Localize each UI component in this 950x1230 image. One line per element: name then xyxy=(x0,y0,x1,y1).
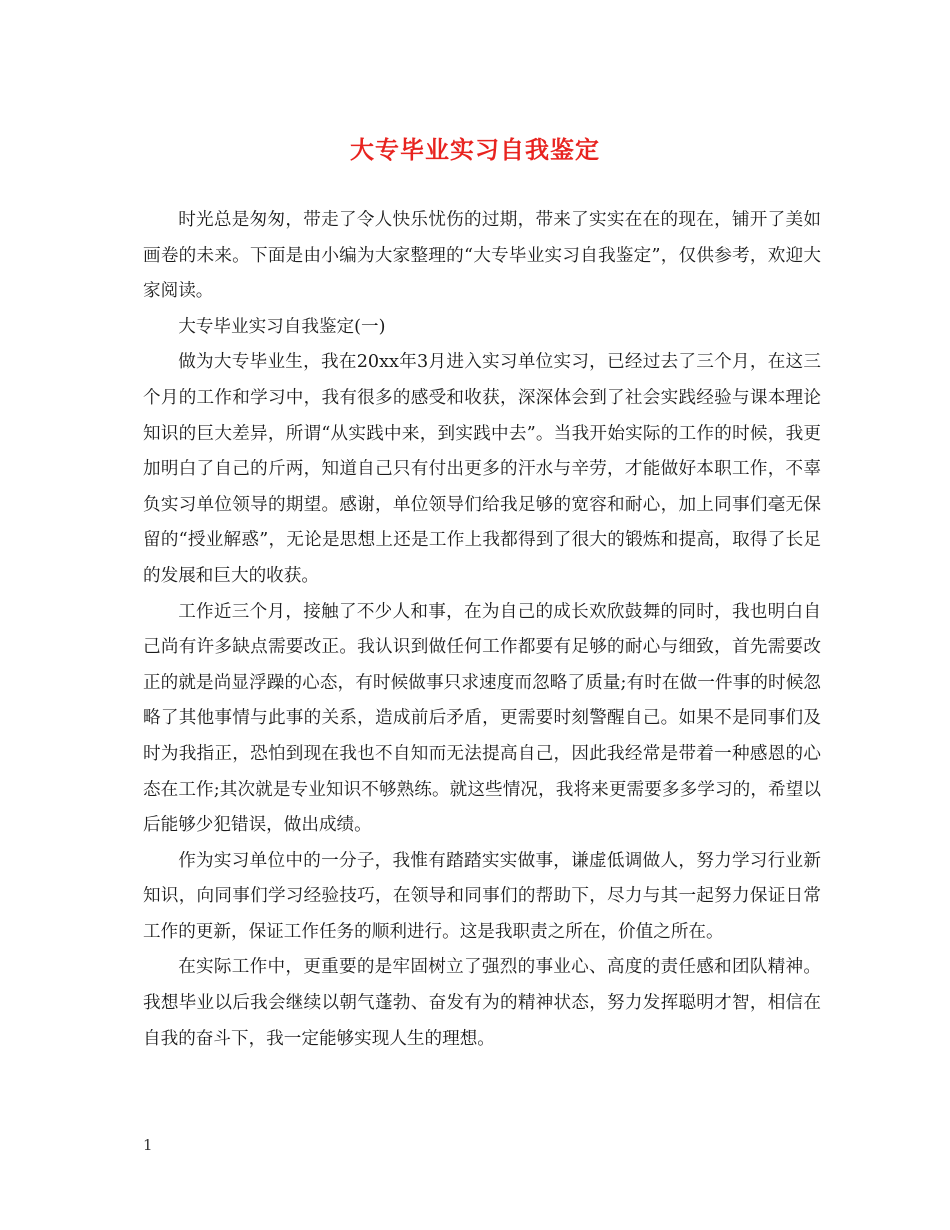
body-paragraph: 工作近三个月，接触了不少人和事，在为自己的成长欢欣鼓舞的同时，我也明白自己尚有许多缺点需要改正。我认识到做任何工作都要有足够的耐心与细致，首先需要改正的就是尚显浮躁的心态，有时候做事只求速度而忽略了质量;有时在做一件事的时候忽略了其他事情与此事的关系，造成前后矛盾，更需要时刻警醒自己。如果不是同事们及时为我指正，恐怕到现在我也不自知而无法提高自己，因此我经常是带着一种感恩的心态在工作;其次就是专业知识不够熟练。就这些情况，我将来更需要多多学习的，希望以后能够少犯错误，做出成绩。 xyxy=(143,601,821,836)
body-paragraph: 在实际工作中，更重要的是牢固树立了强烈的事业心、高度的责任感和团队精神。我想毕业以后我会继续以朝气蓬勃、奋发有为的精神状态，努力发挥聪明才智，相信在自我的奋斗下，我一定能够实现人生的理想。 xyxy=(143,957,821,1049)
body-paragraph: 做为大专毕业生，我在20xx年3月进入实习单位实习，已经过去了三个月，在这三个月的工作和学习中，我有很多的感受和收获，深深体会到了社会实践经验与课本理论知识的巨大差异，所谓“从实践中来，到实践中去”。当我开始实际的工作的时候，我更加明白了自己的斤两，知道自己只有付出更多的汗水与辛劳，才能做好本职工作，不辜负实习单位领导的期望。感谢，单位领导们给我足够的宽容和耐心，加上同事们毫无保留的“授业解惑”，无论是思想上还是工作上我都得到了很大的锻炼和提高，取得了长足的发展和巨大的收获。 xyxy=(143,352,821,586)
body-paragraph: 作为实习单位中的一分子，我惟有踏踏实实做事，谦虚低调做人，努力学习行业新知识，向同事们学习经验技巧，在领导和同事们的帮助下，尽力与其一起努力保证日常工作的更新，保证工作任务的顺利进行。这是我职责之所在，价值之所在。 xyxy=(143,850,821,942)
document-body xyxy=(143,203,821,1057)
document-title: 大专毕业实习自我鉴定 xyxy=(350,136,600,164)
page-number: 1 xyxy=(143,1136,153,1154)
section-heading: 大专毕业实习自我鉴定(一) xyxy=(178,316,386,337)
intro-paragraph: 时光总是匆匆，带走了令人快乐忧伤的过期，带来了实实在在的现在，铺开了美如画卷的未来。下面是由小编为大家整理的“大专毕业实习自我鉴定”，仅供参考，欢迎大家阅读。 xyxy=(143,210,821,302)
